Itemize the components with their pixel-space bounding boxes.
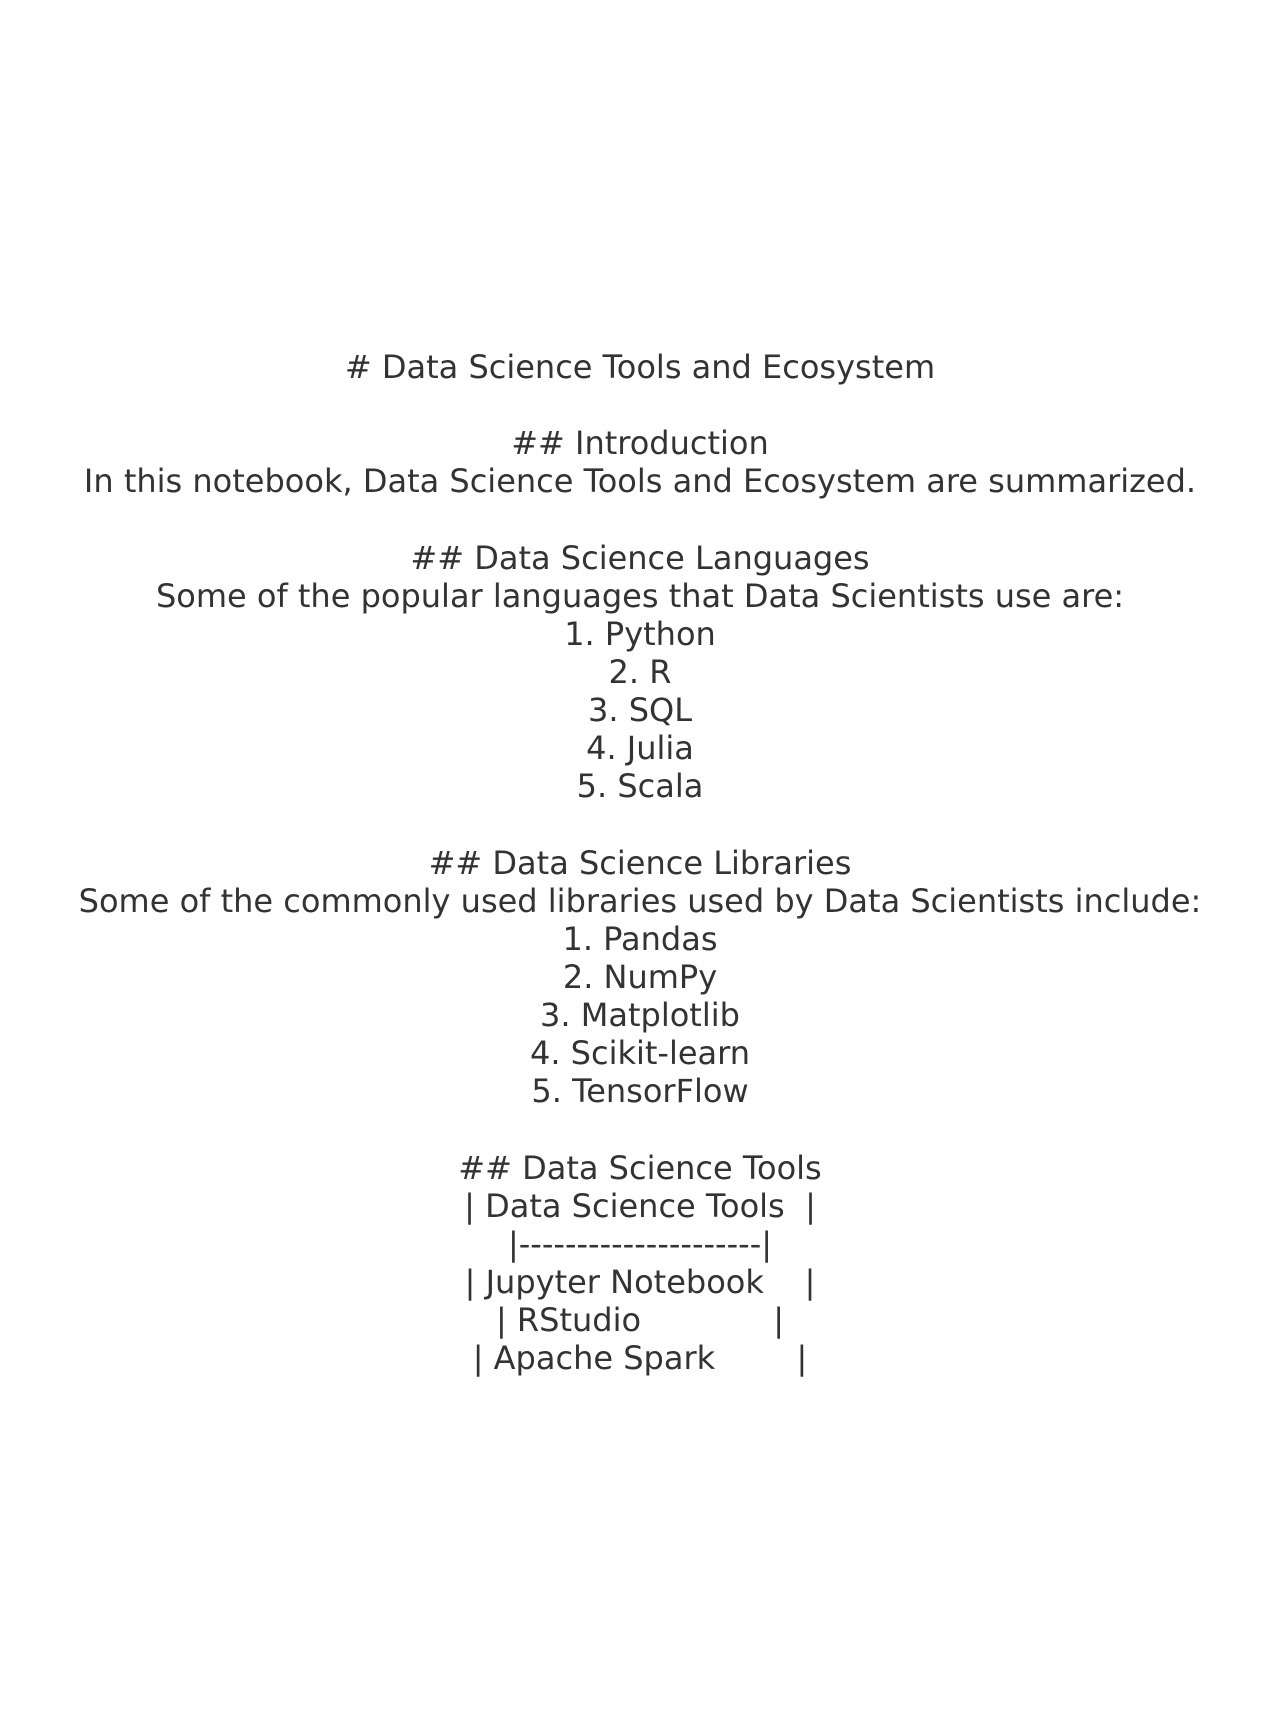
languages-intro: Some of the popular languages that Data Scientists use are: bbox=[155, 577, 1125, 615]
libraries-heading: ## Data Science Libraries bbox=[428, 844, 852, 882]
libraries-intro: Some of the commonly used libraries used by Data Scientists include: bbox=[78, 882, 1202, 920]
language-item: 5. Scala bbox=[576, 767, 704, 805]
language-item: 2. R bbox=[608, 653, 672, 691]
languages-heading: ## Data Science Languages bbox=[410, 539, 870, 577]
introduction-text: In this notebook, Data Science Tools and Ecosystem are summarized. bbox=[83, 462, 1197, 500]
library-item: 5. TensorFlow bbox=[531, 1072, 749, 1110]
library-item: 3. Matplotlib bbox=[540, 996, 740, 1034]
library-item: 4. Scikit-learn bbox=[529, 1034, 751, 1072]
tools-table-row: | RStudio | bbox=[495, 1301, 785, 1339]
introduction-heading: ## Introduction bbox=[511, 424, 769, 462]
tools-heading: ## Data Science Tools bbox=[458, 1149, 822, 1187]
library-item: 2. NumPy bbox=[562, 958, 718, 996]
language-item: 1. Python bbox=[564, 615, 716, 653]
tools-table-header: | Data Science Tools | bbox=[464, 1187, 816, 1225]
tools-table-row: | Apache Spark | bbox=[472, 1339, 808, 1377]
library-item: 1. Pandas bbox=[562, 920, 718, 958]
language-item: 4. Julia bbox=[586, 729, 694, 767]
language-item: 3. SQL bbox=[587, 691, 693, 729]
page-title: # Data Science Tools and Ecosystem bbox=[344, 348, 936, 386]
tools-table-separator: |---------------------| bbox=[507, 1225, 773, 1263]
tools-table-row: | Jupyter Notebook | bbox=[464, 1263, 816, 1301]
